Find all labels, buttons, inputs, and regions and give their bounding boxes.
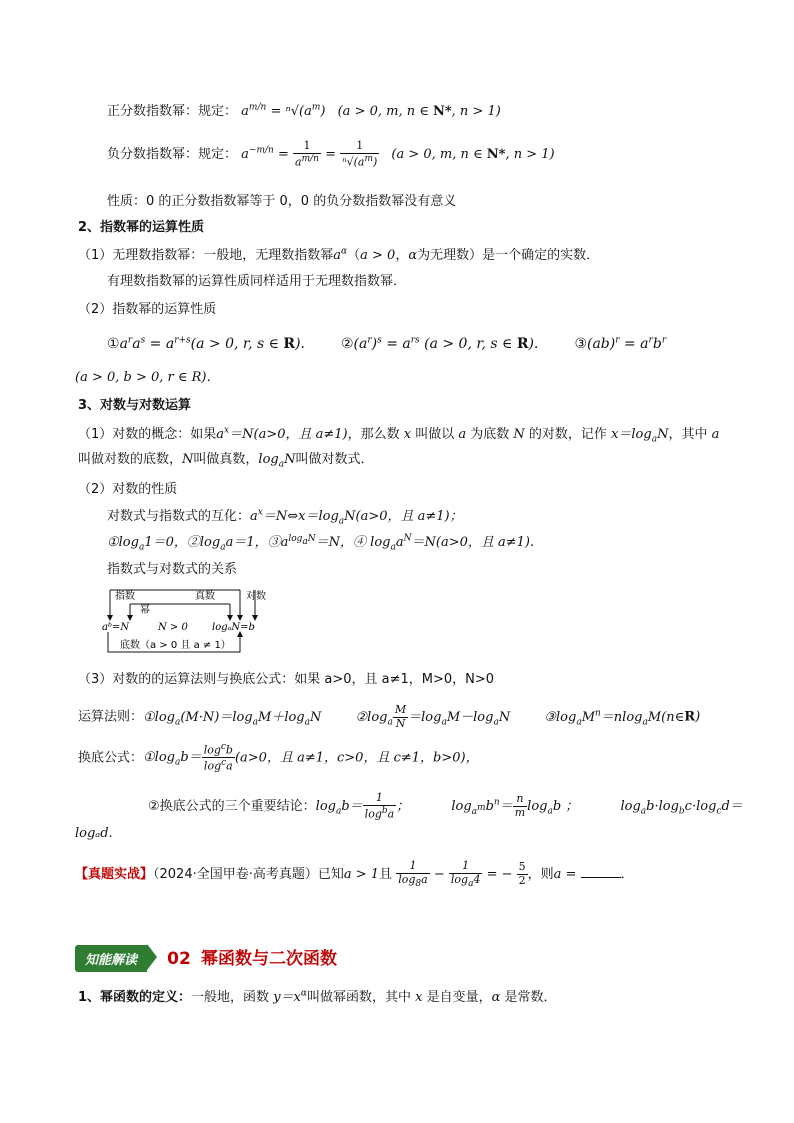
change-of-base-conclusions: ②换底公式的三个重要结论：$\log_ab=$ $\frac{1}{\log^ba}$ ； $\log_{a^m}b^n=$ $\frac{n}{m}$ $\log_ab$ ； $\log_ab\cdot\log_bc\cdot\log_cd=$: [148, 791, 743, 821]
change-of-base-formula: 换底公式：$①\log_ab=$ $\frac{\log^cb}{\log^ca}$ (a>0，且 a≠1，c>0，且 c≠1，b>0)，: [78, 742, 479, 773]
log-exp-relation-title: 指数式与对数式的关系: [107, 562, 238, 577]
answer-blank[interactable]: [581, 865, 621, 878]
exponent-rules-condition: (a > 0, b > 0, r ∈ R)．: [75, 370, 220, 385]
log-exp-relation-diagram: [100, 582, 270, 657]
diagram-label-zhishu: 指数: [115, 591, 135, 602]
log-concept-line2: 叫做对数的底数，N叫做真数，$\log_aN$叫做对数式．: [78, 452, 374, 470]
log-rules-title: （3）对数的的运算法则与换底公式：如果 a>0，且 a≠1，M>0，N>0: [78, 672, 495, 687]
banner-arrow: [147, 944, 157, 970]
section-2-heading: 2、指数幂的运算性质: [78, 220, 205, 235]
exam-question: 【真题实战】（2024·全国甲卷·高考真题）已知a > 1且 $\frac{1}{\log_8a}$ − $\frac{1}{\log_a4}$ = − $\frac{5}{2}$ ，则a = ．: [75, 859, 634, 889]
exponent-rules-formulas: $①a^ra^s = a^{r+s}(a > 0$, r, s ∈ R)． $②(a^r)^s = a^{rs}$ (a > 0, r, s ∈ R)． ③(ab)$^r$ = $a^rb^r$: [107, 335, 667, 352]
banner-title: 幂函数与二次函数: [200, 949, 337, 969]
log-exp-conversion: 对数式与指数式的互化：$a^x=N\Leftrightarrow x=\log_aN(a>0$，且 a≠1)；: [107, 507, 463, 527]
log-operation-rules: 运算法则：$①\log_a(M\cdot N)=\log_aM+\log_aN$ $②\log_a$ $\frac{M}{N}$ $=\log_aM-\log_aN$ $③\log_aM^n=nlog_aM(n\in R)$: [78, 703, 701, 730]
banner-badge: 知能解读: [75, 945, 147, 972]
log-properties-title: （2）对数的性质: [78, 482, 178, 497]
diagram-label-right: logₐN=b: [212, 622, 255, 633]
diagram-label-duishu: 对数: [246, 591, 266, 602]
exponent-rules-title: （2）指数幂的运算性质: [78, 302, 217, 317]
diagram-label-mid: N > 0: [158, 622, 188, 633]
irrational-exponent-line2: 有理数指数幂的运算性质同样适用于无理数指数幂．: [107, 274, 407, 289]
diagram-label-left: aᵇ=N: [102, 622, 130, 633]
diagram-label-mi: 幂: [140, 605, 150, 616]
log-concept-line1: （1）对数的概念：如果$a^x=N(a>0$，且 a≠1)，那么数 x 叫做以 a 为底数 N 的对数，记作 $x=\log_aN$，其中 a: [78, 425, 720, 445]
conclusion-end: logₐd.: [75, 826, 113, 841]
irrational-exponent-line: （1）无理数指数幂：一般地，无理数指数幂$a^\alpha(a > 0$，α为无理数）是一个确定的实数．: [78, 246, 600, 263]
exam-tag: 【真题实战】: [75, 867, 154, 883]
diagram-label-bottom: 底数（a > 0 且 a ≠ 1）: [120, 640, 231, 651]
log-basic-properties: $①\log_a1=0$，$②\log_aa=1$，$③a^{log_aN}=N$，④ $\log_aa^N=N(a>0$，且 a≠1).: [107, 533, 535, 553]
power-function-definition: 1、幂函数的定义：一般地，函数 $y=x^\alpha$叫做幂函数，其中 x 是自变量，α 是常数．: [78, 988, 557, 1005]
section-banner: [75, 944, 337, 970]
section-3-heading: 3、对数与对数运算: [78, 398, 192, 413]
diagram-label-zhenshu: 真数: [195, 591, 215, 602]
negative-fractional-exponent: 负分数指数幂：规定： $a^{-m/n}$ = $\frac{1}{a^{m/n}}$ = $\frac{1}{^n√(a^m)}$ (a > 0, m, n ∈ N*, n > 1): [107, 139, 555, 169]
positive-fractional-exponent: 正分数指数幂：规定： $a^{m/n} = ^n√(a^m) (a > 0$, m, n ∈ N*, n > 1): [107, 102, 501, 119]
banner-number: 02: [167, 949, 191, 969]
property-text: 性质：0 的正分数指数幂等于 0，0 的负分数指数幂没有意义: [107, 194, 457, 209]
